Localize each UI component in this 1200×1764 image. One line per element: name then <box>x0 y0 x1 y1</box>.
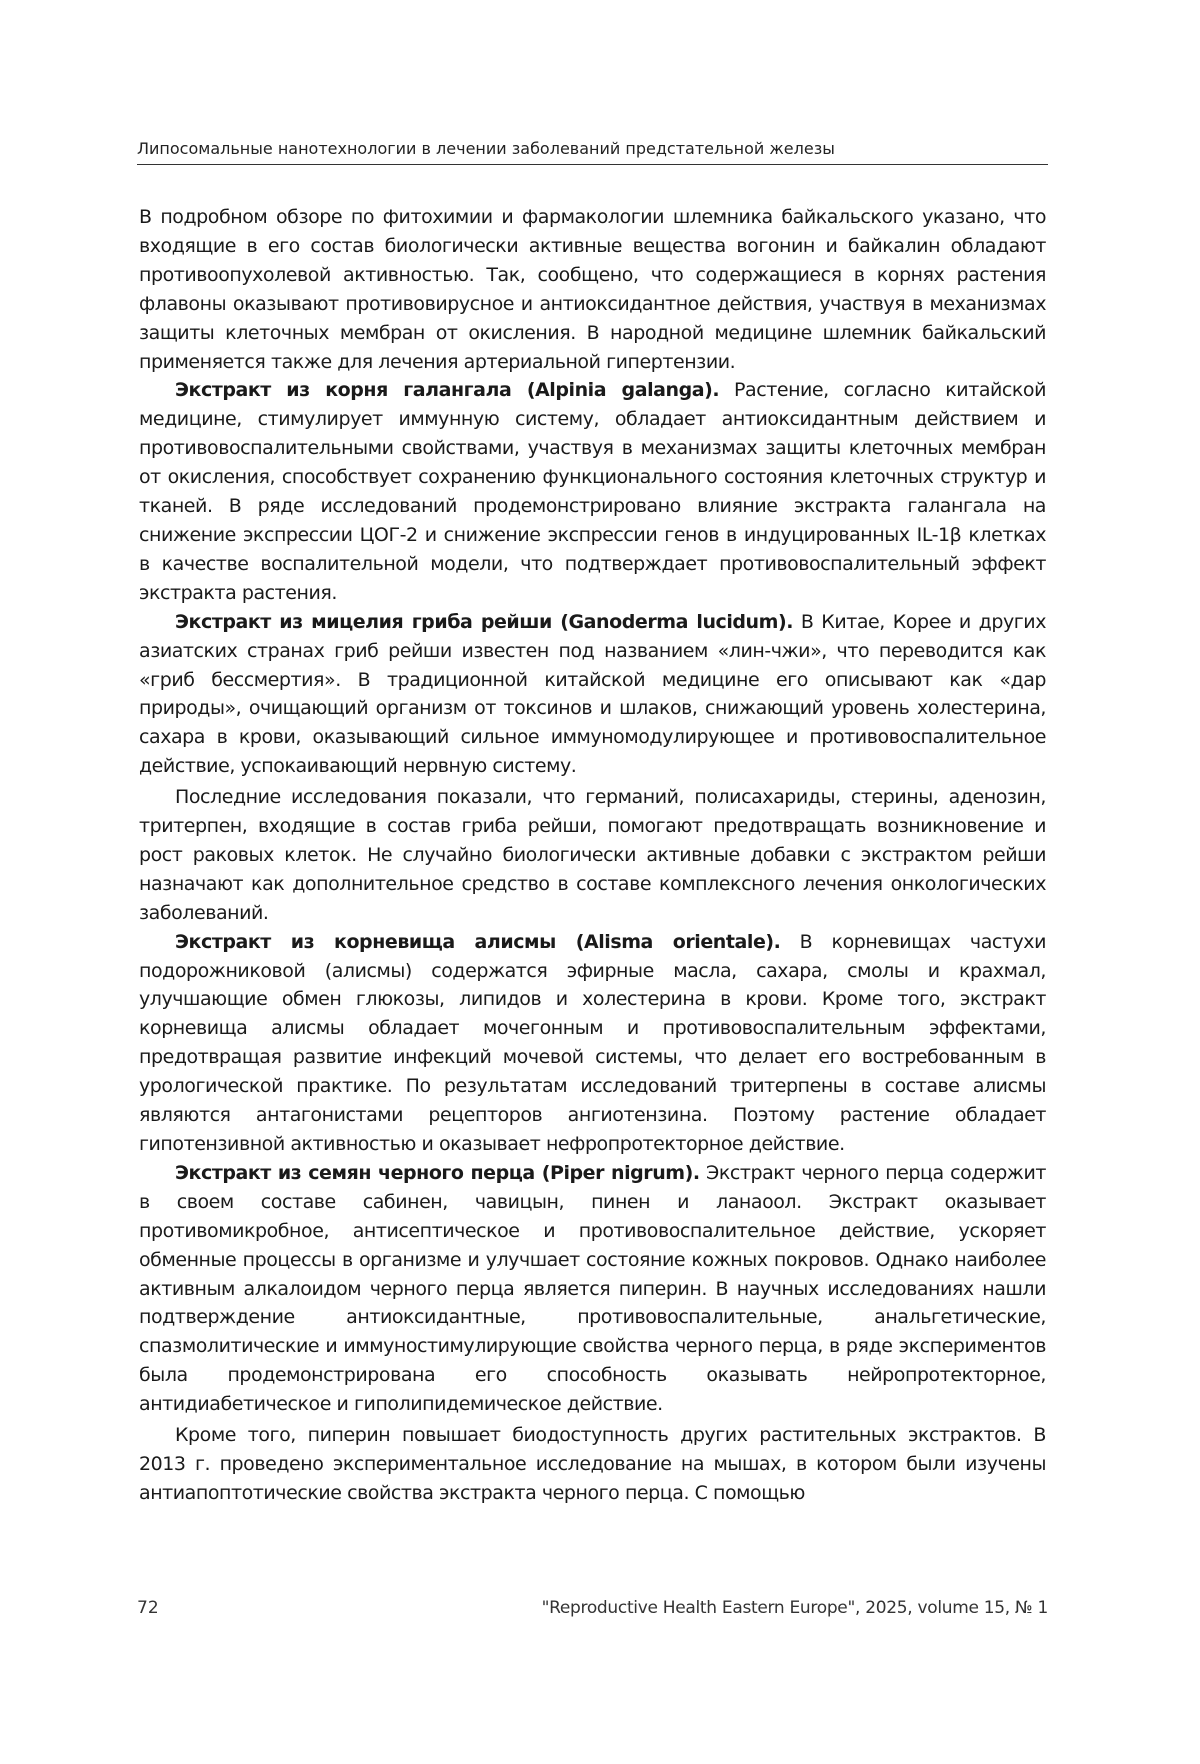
journal-reference: "Reproductive Health Eastern Europe", 2025, volume 15, № 1 <box>541 1598 1048 1618</box>
paragraph-skullcap <box>139 203 1046 376</box>
paragraph-piperine <box>139 1421 1046 1508</box>
page-number: 72 <box>137 1598 159 1618</box>
paragraph-lead-heading: Экстракт из мицелия гриба рейши (Ganoderma lucidum). <box>175 610 793 633</box>
running-header <box>137 138 1048 165</box>
article-body <box>139 203 1046 1508</box>
paragraph-text: Последние исследования показали, что германий, полисахариды, стерины, аденозин, тритерпен, входящие в состав гриба рейши, помогают предотвращать возникновение и рост раковых клеток. Не случайно биологически активные добавки с экстрактом рейши назначают как дополнительное средство в составе комплексного лечения онкологических заболеваний. <box>139 786 1046 924</box>
paragraph-reishi <box>139 608 1046 781</box>
paragraph-text: В корневищах частухи подорожниковой (алисмы) содержатся эфирные масла, сахара, смолы и крахмал, улучшающие обмен глюкозы, липидов и холестерина в крови. Кроме того, экстракт корневища алисмы обладает мочегонным и противовоспалительным эффектами, предотвращая развитие инфекций мочевой системы, что делает его востребованным в урологической практике. По результатам исследований тритерпены в составе алисмы являются антагонистами рецепторов ангиотензина. Поэтому растение обладает гипотензивной активностью и оказывает нефропротекторное действие. <box>139 930 1046 1155</box>
paragraph-alisma <box>139 928 1046 1159</box>
running-title: Липосомальные нанотехнологии в лечении заболеваний предстательной железы <box>137 139 835 158</box>
paragraph-lead-heading: Экстракт из корня галангала (Alpinia galanga). <box>175 379 720 402</box>
paragraph-galangal <box>139 376 1046 607</box>
paragraph-text: Кроме того, пиперин повышает биодоступность других растительных экстрактов. В 2013 г. проведено экспериментальное исследование на мышах, в котором были изучены антиапоптотические свойства экстракта черного перца. С помощью <box>139 1424 1046 1504</box>
paragraph-black-pepper <box>139 1159 1046 1419</box>
paragraph-reishi-research <box>139 783 1046 928</box>
paragraph-text: В Китае, Корее и других азиатских странах гриб рейши известен под названием «лин-чжи», что переводится как «гриб бессмертия». В традиционной китайской медицине его описывают как «дар природы», очищающий организм от токсинов и шлаков, снижающий уровень холестерина, сахара в крови, оказывающий сильное иммуномодулирующее и противовоспалительное действие, успокаивающий нервную систему. <box>139 610 1046 778</box>
paragraph-lead-heading: Экстракт из семян черного перца (Piper nigrum). <box>175 1161 700 1184</box>
paragraph-text: Растение, согласно китайской медицине, стимулирует иммунную систему, обладает антиоксидантным действием и противовоспалительными свойствами, участвуя в механизмах защиты клеточных мембран от окисления, способствует сохранению функционального состояния клеточных структур и тканей. В ряде исследований продемонстрировано влияние экстракта галангала на снижение экспрессии ЦОГ-2 и снижение экспрессии генов в индуцированных IL-1β клетках в качестве воспалительной модели, что подтверждает противовоспалительный эффект экстракта растения. <box>139 379 1046 604</box>
paragraph-text: Экстракт черного перца содержит в своем составе сабинен, чавицын, пинен и ланаоол. Экстракт оказывает противомикробное, антисептическое и противовоспалительное действие, ускоряет обменные процессы в организме и улучшает состояние кожных покровов. Однако наиболее активным алкалоидом черного перца является пиперин. В научных исследованиях нашли подтверждение антиоксидантные, противовоспалительные, анальгетические, спазмолитические и иммуностимулирующие свойства черного перца, в ряде экспериментов была продемонстрирована его способность оказывать нейропротекторное, антидиабетическое и гиполипидемическое действие. <box>139 1161 1046 1416</box>
paragraph-text: В подробном обзоре по фитохимии и фармакологии шлемника байкальского указано, что входящие в его состав биологически активные вещества вогонин и байкалин обладают противоопухолевой активностью. Так, сообщено, что содержащиеся в корнях растения флавоны оказывают противовирусное и антиоксидантное действия, участвуя в механизмах защиты клеточных мембран от окисления. В народной медицине шлемник байкальский применяется также для лечения артериальной гипертензии. <box>139 206 1046 373</box>
paragraph-lead-heading: Экстракт из корневища алисмы (Alisma orientale). <box>175 930 781 953</box>
